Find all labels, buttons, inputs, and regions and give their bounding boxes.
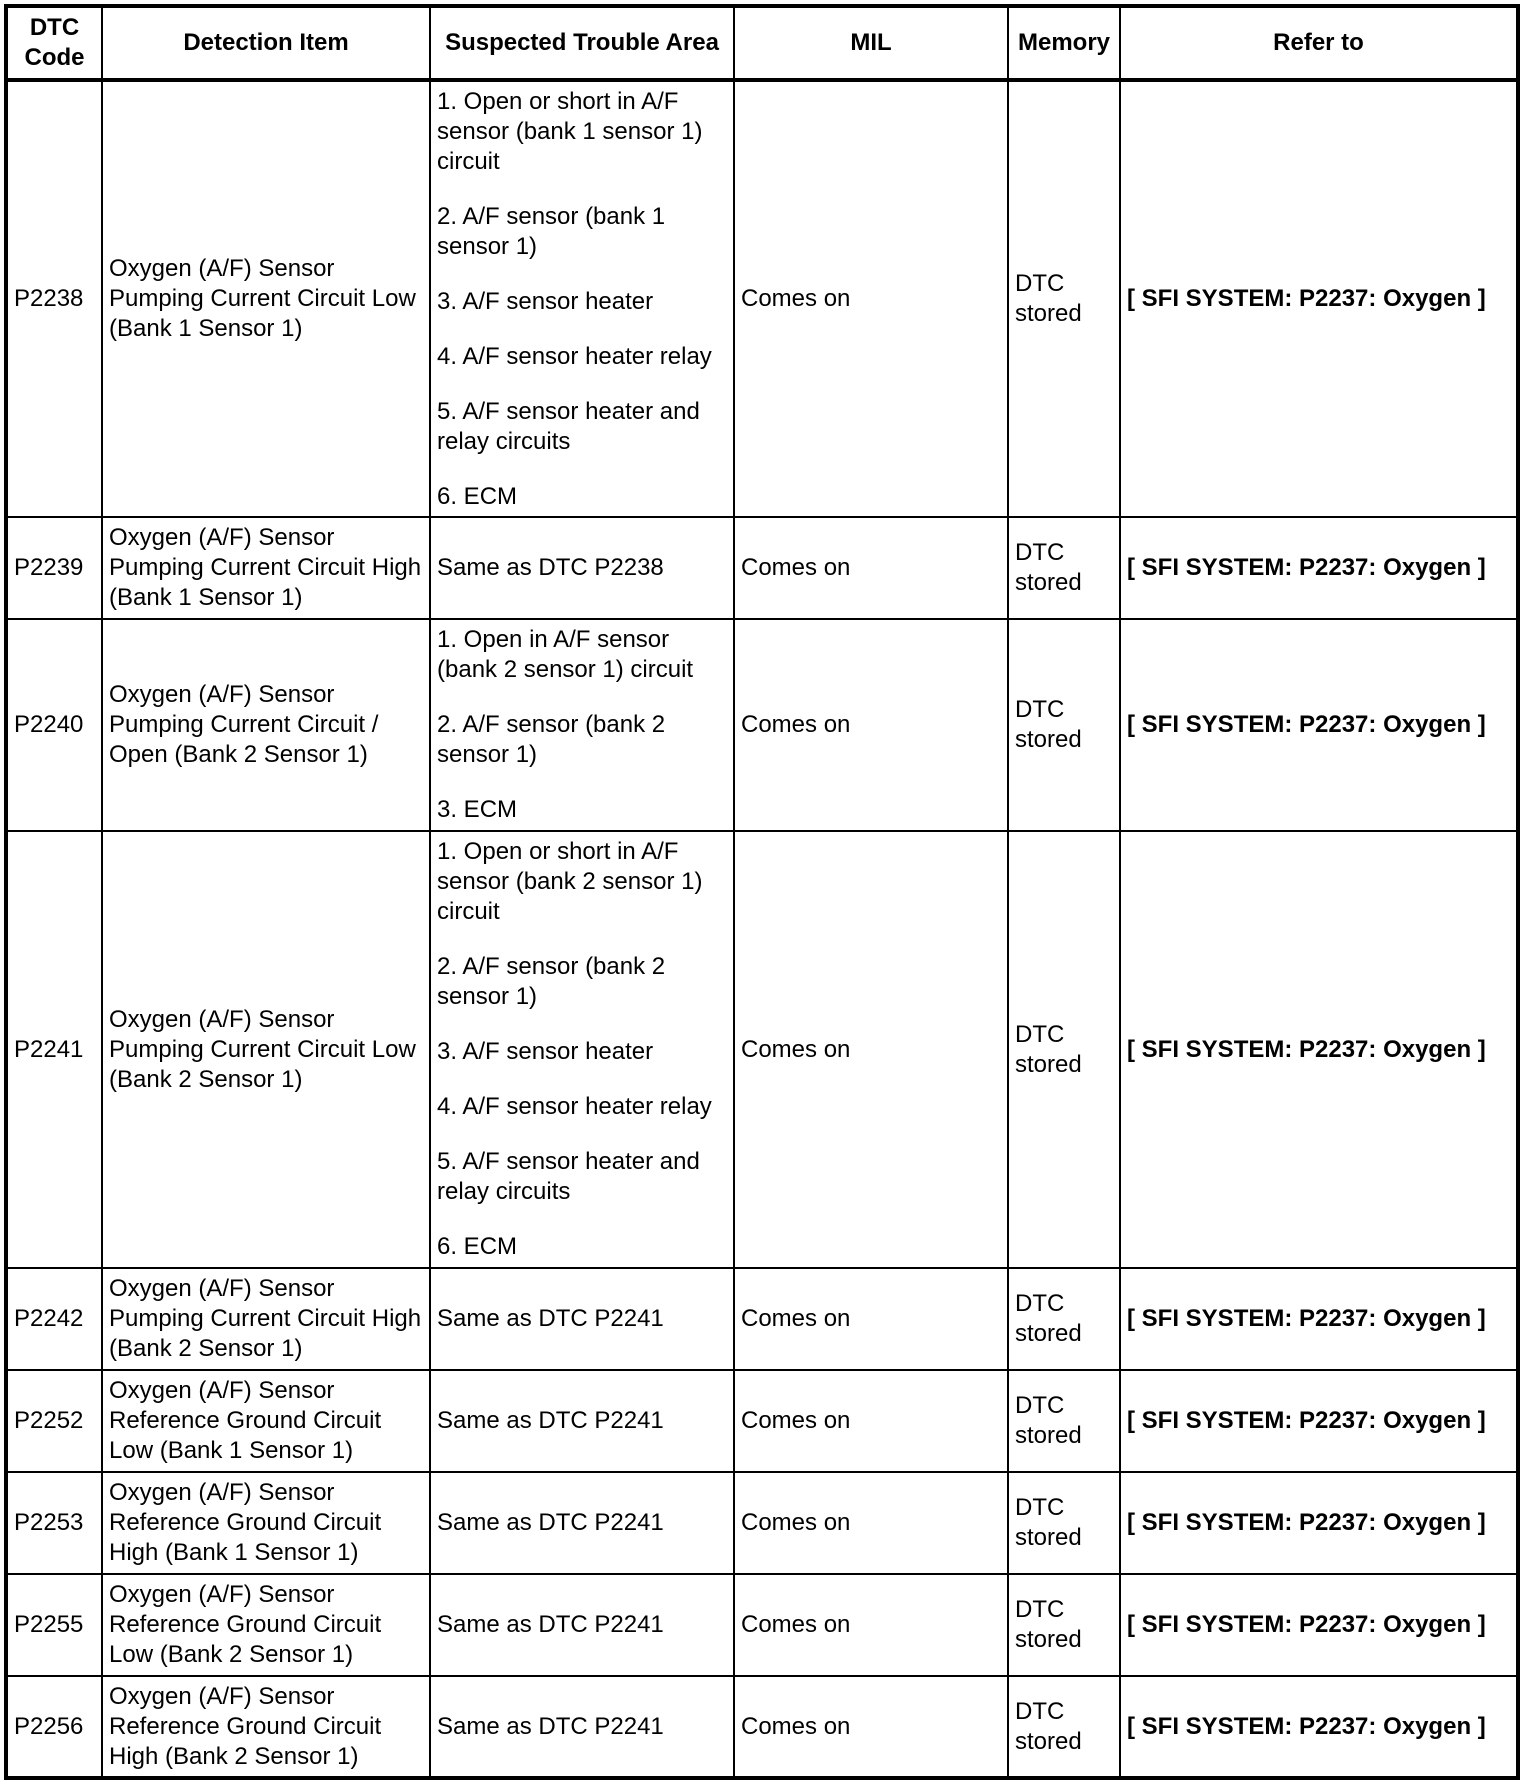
header-mil: MIL [734,6,1008,80]
trouble-item: 6. ECM [437,482,518,510]
dtc-code-cell: P2253 [6,1472,102,1574]
table-row [6,517,1518,619]
suspected-trouble-area-cell: Same as DTC P2241 [430,1472,734,1574]
refer-to-cell: [ SFI SYSTEM: P2237: Oxygen ] [1120,1370,1518,1472]
table-row [6,80,1518,517]
trouble-item: 2. A/F sensor (bank 2 sensor 1) [437,711,666,768]
memory-cell: DTC stored [1008,517,1120,619]
memory-cell: DTC stored [1008,1472,1120,1574]
dtc-code-cell: P2239 [6,517,102,619]
suspected-trouble-area-cell [430,619,734,831]
table-row [6,1676,1518,1778]
trouble-item: 6. ECM [437,1233,518,1260]
refer-to-cell: [ SFI SYSTEM: P2237: Oxygen ] [1120,1574,1518,1676]
suspected-trouble-area-cell: Same as DTC P2241 [430,1268,734,1370]
header-refer-to: Refer to [1120,6,1518,80]
dtc-code-cell: P2240 [6,619,102,831]
dtc-code-cell: P2255 [6,1574,102,1676]
header-memory: Memory [1008,6,1120,80]
trouble-item: 1. Open in A/F sensor (bank 2 sensor 1) circuit [437,626,694,683]
header-row [6,6,1518,80]
memory-cell: DTC stored [1008,80,1120,517]
trouble-list [437,837,727,1262]
trouble-item: 2. A/F sensor (bank 2 sensor 1) [437,953,666,1010]
memory-cell: DTC stored [1008,831,1120,1268]
dtc-code-cell: P2242 [6,1268,102,1370]
detection-item-cell: Oxygen (A/F) Sensor Reference Ground Circuit High (Bank 2 Sensor 1) [102,1676,430,1778]
detection-item-cell: Oxygen (A/F) Sensor Pumping Current Circuit High (Bank 2 Sensor 1) [102,1268,430,1370]
refer-to-cell: [ SFI SYSTEM: P2237: Oxygen ] [1120,1676,1518,1778]
table-row [6,1472,1518,1574]
detection-item-cell: Oxygen (A/F) Sensor Pumping Current Circuit Low (Bank 2 Sensor 1) [102,831,430,1268]
detection-item-cell: Oxygen (A/F) Sensor Reference Ground Circuit Low (Bank 1 Sensor 1) [102,1370,430,1472]
refer-to-cell: [ SFI SYSTEM: P2237: Oxygen ] [1120,517,1518,619]
table-row [6,1370,1518,1472]
memory-cell: DTC stored [1008,1574,1120,1676]
detection-item-cell: Oxygen (A/F) Sensor Reference Ground Circuit High (Bank 1 Sensor 1) [102,1472,430,1574]
mil-cell: Comes on [734,619,1008,831]
mil-cell: Comes on [734,1370,1008,1472]
header-dtc-code-line1: DTC [29,14,80,41]
mil-cell: Comes on [734,1676,1008,1778]
trouble-item: 4. A/F sensor heater relay [437,342,712,370]
dtc-code-cell: P2241 [6,831,102,1268]
table-row [6,619,1518,831]
detection-item-cell: Oxygen (A/F) Sensor Pumping Current Circuit / Open (Bank 2 Sensor 1) [102,619,430,831]
dtc-code-cell: P2256 [6,1676,102,1778]
trouble-item: 1. Open or short in A/F sensor (bank 1 sensor 1) circuit [437,87,703,175]
table-row [6,831,1518,1268]
trouble-item: 1. Open or short in A/F sensor (bank 2 sensor 1) circuit [437,838,703,925]
header-dtc-code [6,6,102,80]
trouble-item: 3. ECM [437,796,518,823]
trouble-item: 5. A/F sensor heater and relay circuits [437,397,700,455]
trouble-item: 3. A/F sensor heater [437,1038,654,1065]
trouble-list [437,625,727,825]
mil-cell: Comes on [734,1574,1008,1676]
detection-item-cell: Oxygen (A/F) Sensor Reference Ground Circuit Low (Bank 2 Sensor 1) [102,1574,430,1676]
table-body [6,80,1518,1778]
refer-to-cell: [ SFI SYSTEM: P2237: Oxygen ] [1120,619,1518,831]
table-row [6,1574,1518,1676]
suspected-trouble-area-cell: Same as DTC P2241 [430,1370,734,1472]
trouble-item: 2. A/F sensor (bank 1 sensor 1) [437,202,666,260]
suspected-trouble-area-cell: Same as DTC P2241 [430,1676,734,1778]
memory-cell: DTC stored [1008,1676,1120,1778]
memory-cell: DTC stored [1008,619,1120,831]
table-row [6,1268,1518,1370]
header-detection-item: Detection Item [102,6,430,80]
dtc-code-cell: P2252 [6,1370,102,1472]
refer-to-cell: [ SFI SYSTEM: P2237: Oxygen ] [1120,80,1518,517]
refer-to-cell: [ SFI SYSTEM: P2237: Oxygen ] [1120,1268,1518,1370]
memory-cell: DTC stored [1008,1268,1120,1370]
table-header [6,6,1518,80]
suspected-trouble-area-cell [430,80,734,517]
mil-cell: Comes on [734,1268,1008,1370]
dtc-code-cell: P2238 [6,80,102,517]
detection-item-cell: Oxygen (A/F) Sensor Pumping Current Circuit High (Bank 1 Sensor 1) [102,517,430,619]
suspected-trouble-area-cell: Same as DTC P2241 [430,1574,734,1676]
suspected-trouble-area-cell [430,831,734,1268]
memory-cell: DTC stored [1008,1370,1120,1472]
trouble-item: 4. A/F sensor heater relay [437,1093,712,1120]
trouble-item: 5. A/F sensor heater and relay circuits [437,1148,700,1205]
detection-item-cell: Oxygen (A/F) Sensor Pumping Current Circuit Low (Bank 1 Sensor 1) [102,80,430,517]
mil-cell: Comes on [734,517,1008,619]
trouble-item: 3. A/F sensor heater [437,287,654,315]
trouble-list [437,87,727,512]
header-suspected-trouble-area: Suspected Trouble Area [430,6,734,80]
refer-to-cell: [ SFI SYSTEM: P2237: Oxygen ] [1120,1472,1518,1574]
header-dtc-code-line2: Code [24,44,85,71]
dtc-table [4,4,1520,1780]
suspected-trouble-area-cell: Same as DTC P2238 [430,517,734,619]
mil-cell: Comes on [734,80,1008,517]
mil-cell: Comes on [734,1472,1008,1574]
refer-to-cell: [ SFI SYSTEM: P2237: Oxygen ] [1120,831,1518,1268]
mil-cell: Comes on [734,831,1008,1268]
